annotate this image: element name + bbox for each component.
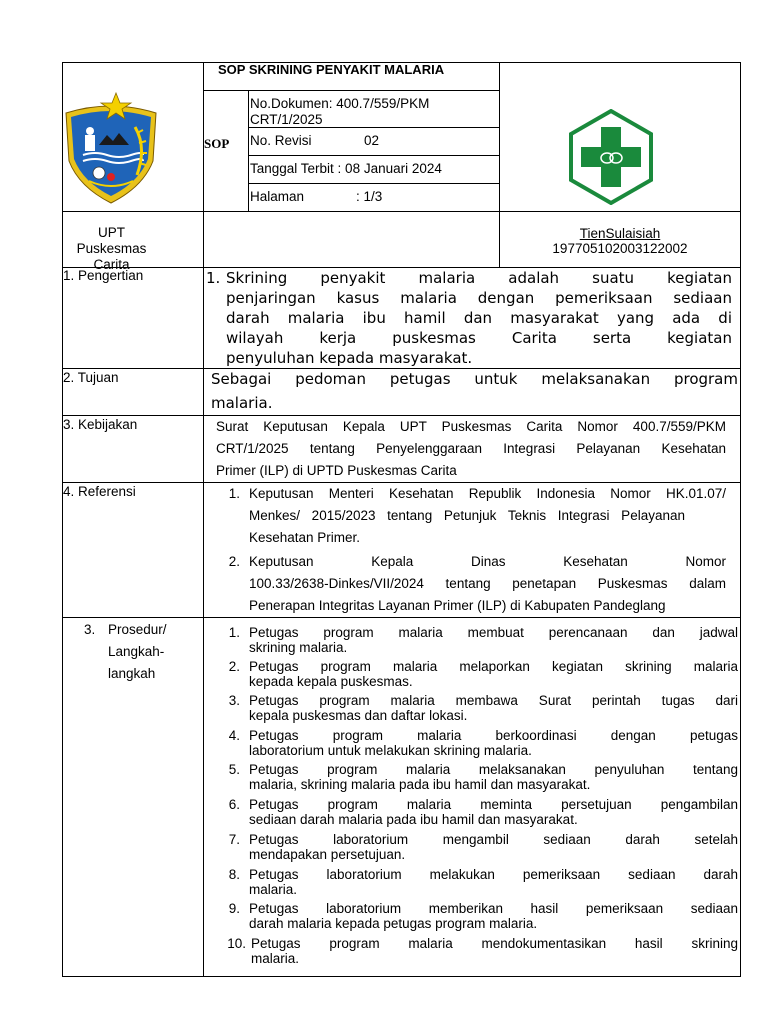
list-item-line: Keputusan Menteri Kesehatan Republik Indonesia Nomor HK.01.07/ [249, 486, 726, 501]
list-number: 2. [228, 554, 240, 569]
list-item-line: kepala puskesmas dan daftar lokasi. [249, 708, 468, 723]
rule [248, 155, 500, 156]
rule [203, 62, 204, 977]
page-label: Halaman [250, 189, 305, 204]
section-label-kebijakan: 3. Kebijakan [63, 417, 138, 432]
document-title: SOP SKRINING PENYAKIT MALARIA [218, 62, 445, 77]
list-item-line: malaria, skrining malaria pada ibu hamil dan masyarakat. [249, 777, 591, 792]
revision-label: No. Revisi [250, 133, 312, 148]
prosedur-number: 3. [84, 622, 96, 637]
section-label-pengertian: 1. Pengertian [63, 268, 144, 283]
list-item-line: Petugas program malaria membuat perencanaan dan jadwal [249, 625, 738, 640]
rule [62, 617, 741, 618]
list-number: 3. [228, 693, 240, 708]
text-line: Skrining penyakit malaria adalah suatu kegiatan [226, 269, 732, 287]
signer-nip: 197705102003122002 [552, 241, 688, 256]
list-item-line: darah malaria kepada petugas program malaria. [249, 916, 538, 931]
text-line: penyuluhan kepada masyarakat. [226, 349, 473, 367]
text-line: darah malaria ibu hamil dan masyarakat yang ada di [226, 309, 732, 327]
list-item-line: Petugas program malaria mendokumentasikan hasil skrining [251, 936, 738, 951]
list-number: 8. [228, 867, 240, 882]
label-line: langkah [108, 666, 156, 681]
rule [203, 90, 500, 91]
rule [62, 211, 741, 212]
list-number: 10. [227, 936, 246, 951]
issue-date: Tanggal Terbit : 08 Januari 2024 [250, 161, 442, 176]
sop-label: SOP [204, 136, 230, 151]
text-line: CRT/1/2025 tentang Penyelenggaraan Integrasi Pelayanan Kesehatan [216, 441, 726, 456]
list-item-line: Keputusan Kepala Dinas Kesehatan Nomor [249, 554, 726, 569]
list-item-line: Menkes/ 2015/2023 tentang Petunjuk Teknis Integrasi Pelayanan [249, 508, 685, 523]
regency-emblem-icon [63, 91, 159, 205]
list-item-line: Penerapan Integritas Layanan Primer (ILP) di Kabupaten Pandeglang [249, 598, 666, 613]
list-item-line: sediaan darah malaria pada ibu hamil dan masyarakat. [249, 812, 578, 827]
list-item-line: laboratorium untuk melakukan skrining malaria. [249, 743, 532, 758]
page-value: : 1/3 [356, 189, 383, 204]
text-line: malaria. [211, 394, 273, 412]
list-number: 4. [228, 728, 240, 743]
list-item-line: 100.33/2638-Dinkes/VII/2024 tentang penetapan Puskesmas dalam [249, 576, 726, 591]
list-number: 1. [228, 625, 240, 640]
signer-name: TienSulaisiah [579, 226, 661, 241]
revision-value: 02 [364, 133, 380, 148]
list-item-line: Kesehatan Primer. [249, 530, 361, 545]
list-item-line: Petugas laboratorium melakukan pemeriksaan sediaan darah [249, 867, 738, 882]
rule [248, 90, 249, 212]
rule [62, 976, 741, 977]
text-line: Sebagai pedoman petugas untuk melaksanakan program [211, 370, 738, 388]
list-item-line: mendapakan persetujuan. [249, 847, 406, 862]
rule [740, 62, 741, 977]
section-label-tujuan: 2. Tujuan [63, 370, 119, 385]
text-line: penjaringan kasus malaria dengan pemeriksaan sediaan [226, 289, 732, 307]
list-item-line: Petugas laboratorium mengambil sediaan darah setelah [249, 832, 738, 847]
list-number: 5. [228, 762, 240, 777]
list-item-line: skrining malaria. [249, 640, 348, 655]
pengertian-number: 1. [206, 269, 221, 287]
list-item-line: Petugas program malaria meminta persetujuan pengambilan [249, 797, 738, 812]
list-number: 2. [228, 659, 240, 674]
doc-number: No.Dokumen: 400.7/559/PKM CRT/1/2025 [250, 96, 430, 127]
label-line: Prosedur/ [108, 622, 167, 637]
section-label-referensi: 4. Referensi [63, 484, 136, 499]
list-item-line: kepada kepala puskesmas. [249, 674, 413, 689]
label-line: Langkah- [108, 644, 165, 659]
list-item-line: malaria. [249, 882, 298, 897]
list-item-line: malaria. [251, 951, 300, 966]
list-number: 7. [228, 832, 240, 847]
org-name: UPT Puskesmas Carita [76, 225, 147, 272]
list-number: 1. [228, 486, 240, 501]
text-line: Surat Keputusan Kepala UPT Puskesmas Carita Nomor 400.7/559/PKM [216, 419, 726, 434]
list-item-line: Petugas program malaria membawa Surat perintah tugas dari [249, 693, 738, 708]
list-number: 6. [228, 797, 240, 812]
puskesmas-cross-icon [563, 109, 659, 205]
list-number: 9. [228, 901, 240, 916]
list-item-line: Petugas program malaria melaksanakan penyuluhan tentang [249, 762, 738, 777]
list-item-line: Petugas program malaria berkoordinasi dengan petugas [249, 728, 738, 743]
list-item-line: Petugas program malaria melaporkan kegiatan skrining malaria [249, 659, 738, 674]
list-item-line: Petugas laboratorium memberikan hasil pemeriksaan sediaan [249, 901, 738, 916]
rule [248, 183, 500, 184]
text-line: wilayah kerja puskesmas Carita serta kegiatan [226, 329, 732, 347]
text-line: Primer (ILP) di UPTD Puskesmas Carita [216, 463, 457, 478]
